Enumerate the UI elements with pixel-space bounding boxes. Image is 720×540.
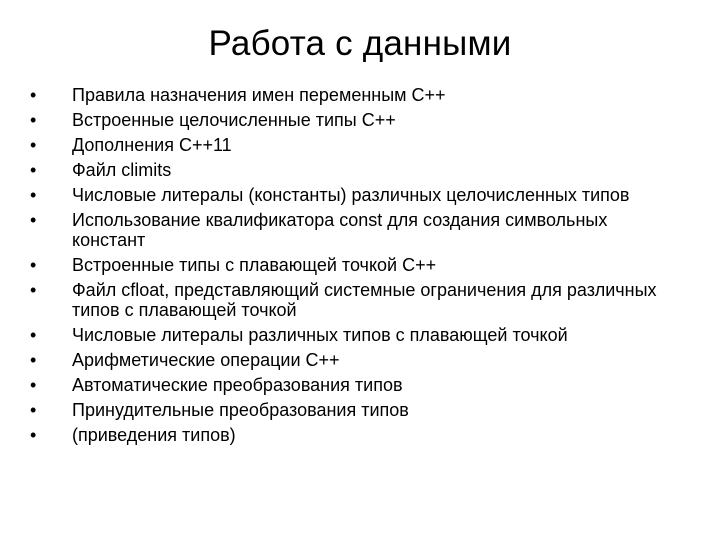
list-item-text: Правила назначения имен переменным С++ [72, 85, 446, 105]
list-item [30, 350, 672, 370]
list-item [30, 135, 672, 155]
bullet-icon: • [30, 280, 37, 300]
list-item [30, 110, 672, 130]
slide-title: Работа с данными [208, 24, 512, 63]
list-item-text: Числовые литералы (константы) различных целочисленных типов [72, 185, 630, 205]
bullet-icon: • [30, 135, 37, 155]
bullet-icon: • [30, 185, 37, 205]
list-item-text: Встроенные целочисленные типы С++ [72, 110, 396, 130]
bullet-icon: • [30, 255, 37, 275]
bullet-icon: • [30, 210, 37, 230]
list-item-text: Автоматические преобразования типов [72, 375, 403, 395]
list-item [30, 160, 672, 180]
bullet-list [30, 85, 690, 450]
list-item [30, 210, 672, 250]
bullet-icon: • [30, 400, 37, 420]
list-item-text: Файл climits [72, 160, 172, 180]
list-item [30, 85, 672, 105]
list-item [30, 375, 672, 395]
bullet-icon: • [30, 110, 37, 130]
list-item-text: Использование квалификатора const для создания символьных констант [72, 210, 608, 250]
list-item [30, 185, 672, 205]
list-item-text: (приведения типов) [72, 425, 236, 445]
list-item-text: Встроенные типы с плавающей точкой С++ [72, 255, 437, 275]
list-item [30, 400, 672, 420]
list-item [30, 425, 672, 445]
list-item-text: Принудительные преобразования типов [72, 400, 409, 420]
bullet-icon: • [30, 425, 37, 445]
list-item [30, 255, 672, 275]
bullet-icon: • [30, 375, 37, 395]
list-item-text: Дополнения С++11 [72, 135, 232, 155]
bullet-icon: • [30, 350, 37, 370]
list-item [30, 325, 672, 345]
bullet-icon: • [30, 85, 37, 105]
bullet-icon: • [30, 325, 37, 345]
bullet-icon: • [30, 160, 37, 180]
list-item-text: Файл cfloat, представляющий системные ограничения для различных типов с плавающей точкой [72, 280, 657, 320]
list-item-text: Арифметические операции С++ [72, 350, 340, 370]
list-item-text: Числовые литералы различных типов с плавающей точкой [72, 325, 568, 345]
list-item [30, 280, 672, 320]
